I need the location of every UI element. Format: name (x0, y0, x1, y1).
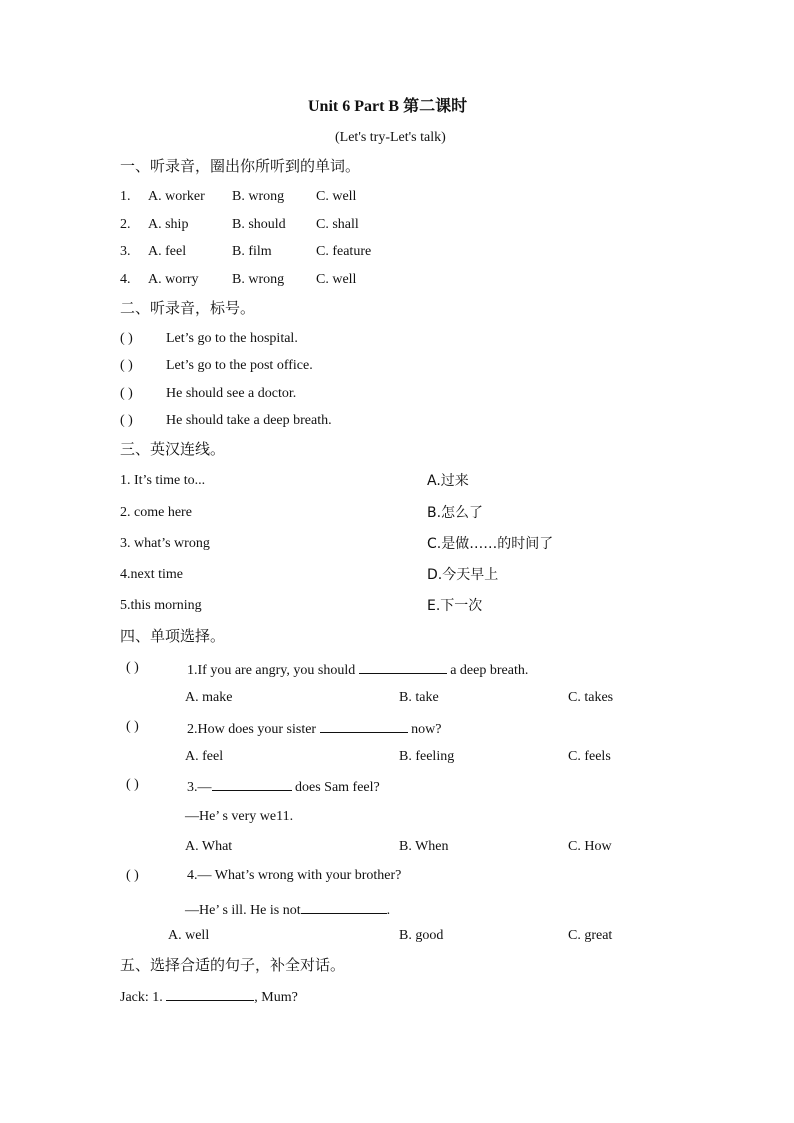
match-right-item[interactable]: E.下一次 (427, 598, 483, 614)
answer-blank[interactable] (166, 986, 254, 1001)
option-a: A. worker (148, 189, 205, 204)
question-response-line (185, 899, 390, 920)
question-text: does Sam feel? (291, 780, 380, 795)
option-b: B. wrong (232, 189, 285, 204)
sentence: Let’s go to the post office. (166, 358, 313, 373)
option-a[interactable]: A. make (185, 690, 233, 705)
match-left-item[interactable]: 1. It’s time to... (120, 473, 206, 488)
section5-heading: 五、选择合适的句子，补全对话。 (120, 956, 346, 974)
option-c[interactable]: C. takes (568, 690, 614, 705)
answer-blank[interactable] (301, 899, 387, 914)
option-c[interactable]: C. How (568, 839, 612, 854)
question-stem (187, 776, 380, 797)
question-response: —He’ s ill. He is not (185, 903, 301, 918)
answer-paren[interactable]: ( ) (120, 331, 133, 346)
answer-paren[interactable]: ( ) (126, 660, 139, 675)
match-left-item[interactable]: 4.next time (120, 567, 183, 582)
option-a[interactable]: A. well (168, 928, 210, 943)
item-number: 4. (120, 272, 131, 287)
option-c: C. shall (316, 217, 359, 232)
option-b[interactable]: B. good (399, 928, 444, 943)
question-text: 1.If you are angry, you should (187, 663, 359, 678)
question-text: 4.— What’s wrong with your brother? (187, 868, 402, 883)
option-a: A. feel (148, 244, 187, 259)
answer-paren[interactable]: ( ) (120, 413, 133, 428)
sentence: Let’s go to the hospital. (166, 331, 298, 346)
answer-paren[interactable]: ( ) (126, 777, 139, 792)
option-c: C. well (316, 189, 357, 204)
answer-paren[interactable]: ( ) (120, 386, 133, 401)
match-left-item[interactable]: 3. what’s wrong (120, 536, 210, 551)
item-number: 1. (120, 189, 131, 204)
section1-heading: 一、听录音，圈出你所听到的单词。 (120, 157, 361, 175)
match-left-item[interactable]: 2. come here (120, 505, 192, 520)
section2-heading: 二、听录音，标号。 (120, 299, 256, 317)
option-c[interactable]: C. great (568, 928, 613, 943)
answer-blank[interactable] (359, 659, 447, 674)
dialogue-line (120, 986, 298, 1007)
section4-heading: 四、单项选择。 (120, 627, 226, 645)
section3-heading: 三、英汉连线。 (120, 440, 226, 458)
question-text: 2.How does your sister (187, 722, 320, 737)
option-a[interactable]: A. What (185, 839, 233, 854)
dialogue-text: Jack: 1. (120, 990, 167, 1005)
option-b[interactable]: B. feeling (399, 749, 455, 764)
match-left-item[interactable]: 5.this morning (120, 598, 202, 613)
dialogue-text: , Mum? (254, 990, 298, 1005)
question-text: a deep breath. (446, 663, 529, 678)
option-b: B. should (232, 217, 286, 232)
question-text: 3.— (187, 780, 212, 795)
question-response: —He’ s very we11. (185, 809, 294, 824)
match-right-item[interactable]: C.是做……的时间了 (427, 536, 554, 552)
answer-paren[interactable]: ( ) (126, 719, 139, 734)
option-a: A. worry (148, 272, 199, 287)
item-number: 3. (120, 244, 131, 259)
match-right-item[interactable]: D.今天早上 (427, 567, 499, 583)
sentence: He should take a deep breath. (166, 413, 332, 428)
option-a[interactable]: A. feel (185, 749, 224, 764)
option-c: C. well (316, 272, 357, 287)
item-number: 2. (120, 217, 131, 232)
answer-paren[interactable]: ( ) (120, 358, 133, 373)
sentence: He should see a doctor. (166, 386, 297, 401)
question-stem (187, 718, 441, 739)
question-stem (187, 659, 528, 680)
page-subtitle: (Let's try-Let's talk) (335, 130, 446, 145)
option-b: B. film (232, 244, 272, 259)
answer-blank[interactable] (320, 718, 408, 733)
option-b[interactable]: B. When (399, 839, 449, 854)
match-right-item[interactable]: B.怎么了 (427, 505, 484, 521)
option-c[interactable]: C. feels (568, 749, 611, 764)
answer-paren[interactable]: ( ) (126, 868, 139, 883)
page-title: Unit 6 Part B 第二课时 (308, 98, 468, 115)
option-b[interactable]: B. take (399, 690, 439, 705)
option-c: C. feature (316, 244, 372, 259)
option-a: A. ship (148, 217, 189, 232)
question-text: . (386, 903, 391, 918)
question-text: now? (407, 722, 442, 737)
option-b: B. wrong (232, 272, 285, 287)
match-right-item[interactable]: A.过来 (427, 473, 469, 489)
answer-blank[interactable] (212, 776, 292, 791)
